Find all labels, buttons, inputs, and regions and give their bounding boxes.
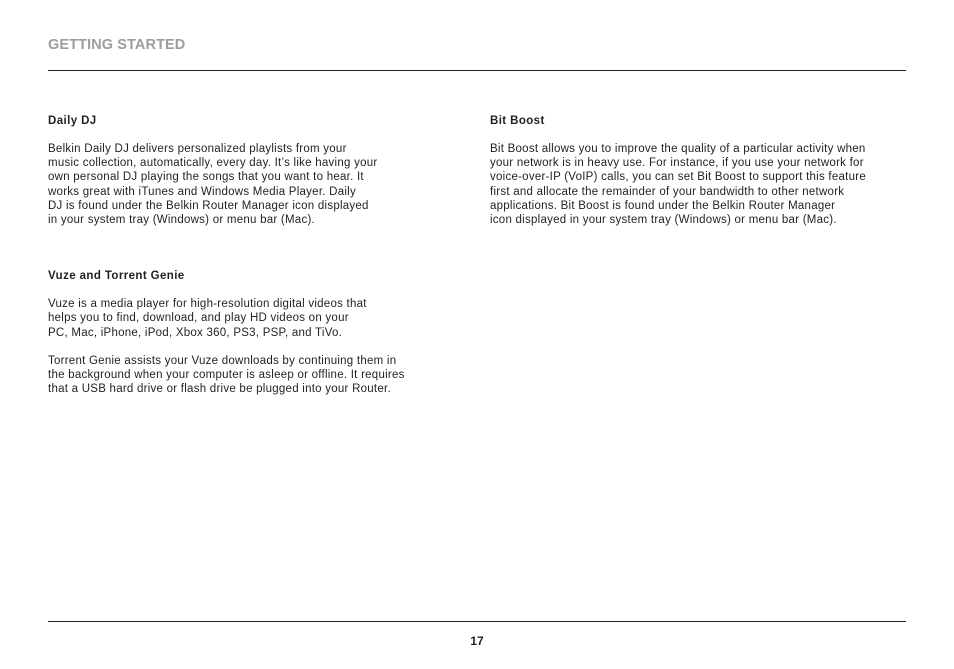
text-line: voice-over-IP (VoIP) calls, you can set Bit Boost to support this feature (490, 171, 866, 184)
text-line: DJ is found under the Belkin Router Manager icon displayed (48, 199, 369, 212)
vuze-heading: Vuze and Torrent Genie (48, 270, 185, 283)
torrent-genie-paragraph (48, 354, 458, 397)
text-line: that a USB hard drive or flash drive be plugged into your Router. (48, 383, 391, 396)
text-line: own personal DJ playing the songs that you want to hear. It (48, 171, 364, 184)
bit-boost-heading: Bit Boost (490, 115, 545, 127)
vuze-paragraph (48, 297, 458, 340)
text-line: the background when your computer is asleep or offline. It requires (48, 369, 405, 382)
text-line: Vuze is a media player for high-resolution digital videos that (48, 298, 367, 311)
text-line: Bit Boost allows you to improve the quality of a particular activity when (490, 143, 866, 155)
right-column (490, 114, 906, 227)
bit-boost-section (490, 114, 906, 227)
text-line: PC, Mac, iPhone, iPod, Xbox 360, PS3, PSP, and TiVo. (48, 326, 343, 339)
footer-divider (48, 621, 906, 622)
text-line: icon displayed in your system tray (Windows) or menu bar (Mac). (490, 214, 837, 227)
vuze-section (48, 269, 458, 396)
text-line: your network is in heavy use. For instance, if you use your network for (490, 157, 864, 170)
daily-dj-heading: Daily DJ (48, 115, 97, 127)
text-line: works great with iTunes and Windows Media Player. Daily (48, 185, 356, 198)
header-divider (48, 70, 906, 71)
page-number: 17 (470, 634, 484, 648)
bit-boost-paragraph (490, 142, 906, 227)
text-line: first and allocate the remainder of your bandwidth to other network (490, 185, 845, 198)
section-title: GETTING STARTED (48, 37, 186, 53)
text-line: Torrent Genie assists your Vuze downloads by continuing them in (48, 354, 397, 367)
text-line: Belkin Daily DJ delivers personalized playlists from your (48, 143, 347, 155)
left-column (48, 114, 458, 396)
daily-dj-paragraph (48, 142, 458, 227)
text-line: helps you to find, download, and play HD videos on your (48, 312, 349, 325)
text-line: in your system tray (Windows) or menu bar (Mac). (48, 214, 315, 227)
text-line: music collection, automatically, every day. It’s like having your (48, 157, 378, 170)
daily-dj-section (48, 114, 458, 227)
text-line: applications. Bit Boost is found under the Belkin Router Manager (490, 199, 836, 212)
